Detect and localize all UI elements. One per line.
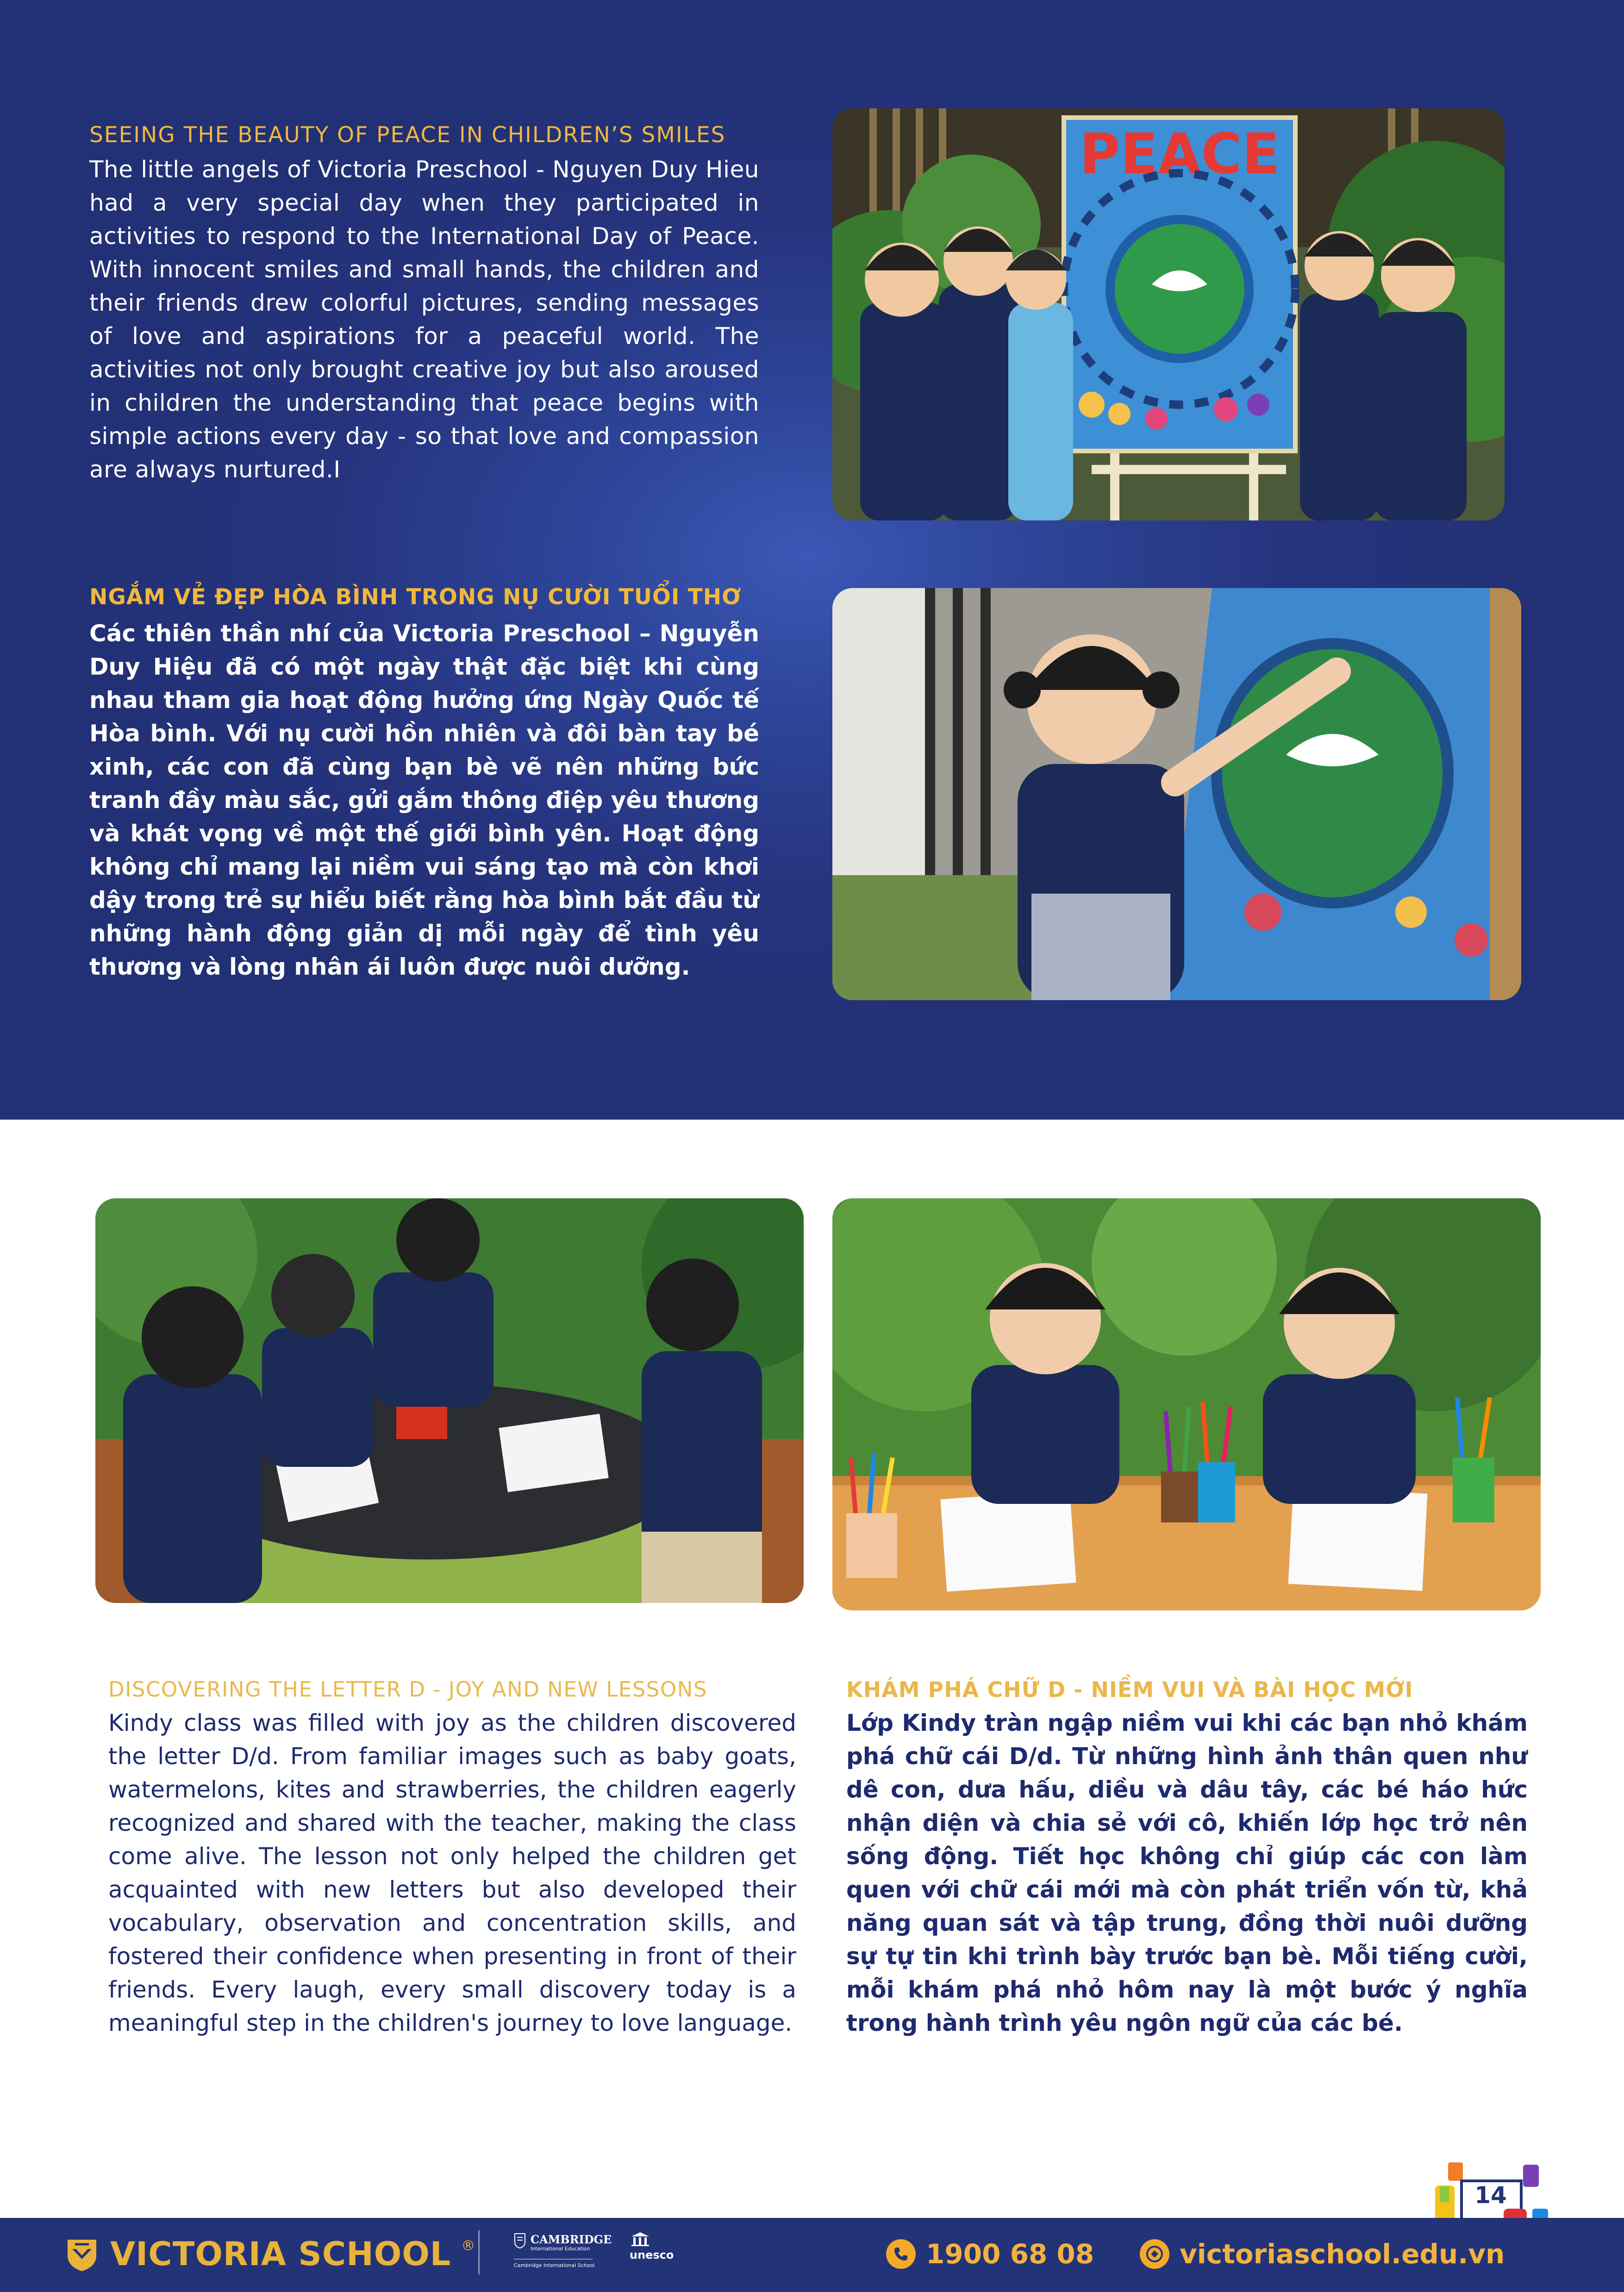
page-number: 14 xyxy=(1474,2182,1507,2209)
letter-d-vi-title: KHÁM PHÁ CHỮ D - NIỀM VUI VÀ BÀI HỌC MỚI xyxy=(846,1677,1413,1702)
brand-trademark: ® xyxy=(461,2237,475,2254)
peace-en-title: SEEING THE BEAUTY OF PEACE IN CHILDREN’S SMILES xyxy=(89,122,726,148)
footer-divider xyxy=(478,2230,480,2274)
round-table-drawing-photo xyxy=(95,1198,804,1603)
poster-peace-word: PEACE xyxy=(1079,122,1280,187)
cambridge-rule xyxy=(514,2259,593,2260)
letter-d-en-title: DISCOVERING THE LETTER D - JOY AND NEW LESSONS xyxy=(108,1677,707,1702)
website-link[interactable] xyxy=(1140,2236,1505,2273)
peace-en-body: The little angels of Victoria Preschool - Nguyen Duy Hieu had a very special day when they participated in activities to respond to the International Day of Peace. With innocent smiles and small hands, the children and their friends drew colorful pictures, sending messages of love and aspirations for a peaceful world. The activities not only brought creative joy but also aroused in children the understanding that peace begins with simple actions every day - so that love and compassion are always nurtured.I xyxy=(89,156,759,483)
girl-pointing-photo xyxy=(832,588,1521,1000)
letter-d-coloring-photo xyxy=(832,1198,1541,1610)
phone-contact[interactable] xyxy=(886,2236,1094,2273)
peace-poster-photo xyxy=(832,108,1505,520)
peace-vi-title: NGẮM VẺ ĐẸP HÒA BÌNH TRONG NỤ CƯỜI TUỔI THƠ xyxy=(89,584,742,610)
cambridge-shield-icon xyxy=(514,2233,526,2248)
cambridge-note: Cambridge International School xyxy=(514,2262,595,2268)
brand-name: VICTORIA SCHOOL xyxy=(110,2235,451,2273)
phone-number: 1900 68 08 xyxy=(926,2238,1094,2270)
brand-logo[interactable] xyxy=(64,2236,475,2273)
letter-d-en-body: Kindy class was filled with joy as the children discovered the letter D/d. From familiar images such as baby goats, watermelons, kites and strawberries, the children eagerly recognized and shared with the teacher, making the class come alive. The lesson not only helped the children get acquainted with new letters but also developed their vocabulary, observation and concentration skills, and fostered their confidence when presenting in front of their friends. Every laugh, every small discovery today is a meaningful step in the children's journey to love language. xyxy=(108,1710,796,2036)
victoria-shield-icon xyxy=(64,2236,100,2272)
unesco-temple-icon xyxy=(630,2231,651,2247)
peace-vi-body: Các thiên thần nhí của Victoria Preschool – Nguyễn Duy Hiệu đã có một ngày thật đặc biệt khi cùng nhau tham gia hoạt động hưởng ứng Ngày Quốc tế Hòa bình. Với nụ cười hồn nhiên và đôi bàn tay bé xinh, các con đã cùng bạn bè vẽ nên những bức tranh đầy màu sắc, gửi gắm thông điệp yêu thương và khát vọng về một thế giới bình yên. Hoạt động không chỉ mang lại niềm vui sáng tạo mà còn khơi dậy trong trẻ sự hiểu biết rằng hòa bình bắt đầu từ những hành động giản dị mỗi ngày để tình yêu thương và lòng nhân ái luôn được nuôi dưỡng. xyxy=(89,620,759,980)
website-url: victoriaschool.edu.vn xyxy=(1180,2238,1505,2270)
unesco-name: unesco xyxy=(630,2248,674,2261)
globe-icon xyxy=(1140,2239,1169,2269)
cambridge-subtitle: International Education xyxy=(531,2246,590,2252)
phone-icon xyxy=(886,2239,916,2269)
cambridge-name: CAMBRIDGE xyxy=(531,2233,612,2246)
letter-d-vi-body: Lớp Kindy tràn ngập niềm vui khi các bạn nhỏ khám phá chữ cái D/d. Từ những hình ảnh thân quen như dê con, dưa hấu, diều và dâu tây, các bé háo hức nhận diện và chia sẻ với cô, khiến lớp học trở nên sống động. Tiết học không chỉ giúp các con làm quen với chữ cái mới mà còn phát triển vốn từ, khả năng quan sát và tập trung, đồng thời nuôi dưỡng sự tự tin khi trình bày trước bạn bè. Mỗi tiếng cười, mỗi khám phá nhỏ hôm nay là một bước ý nghĩa trong hành trình yêu ngôn ngữ của các bé. xyxy=(846,1710,1528,2036)
